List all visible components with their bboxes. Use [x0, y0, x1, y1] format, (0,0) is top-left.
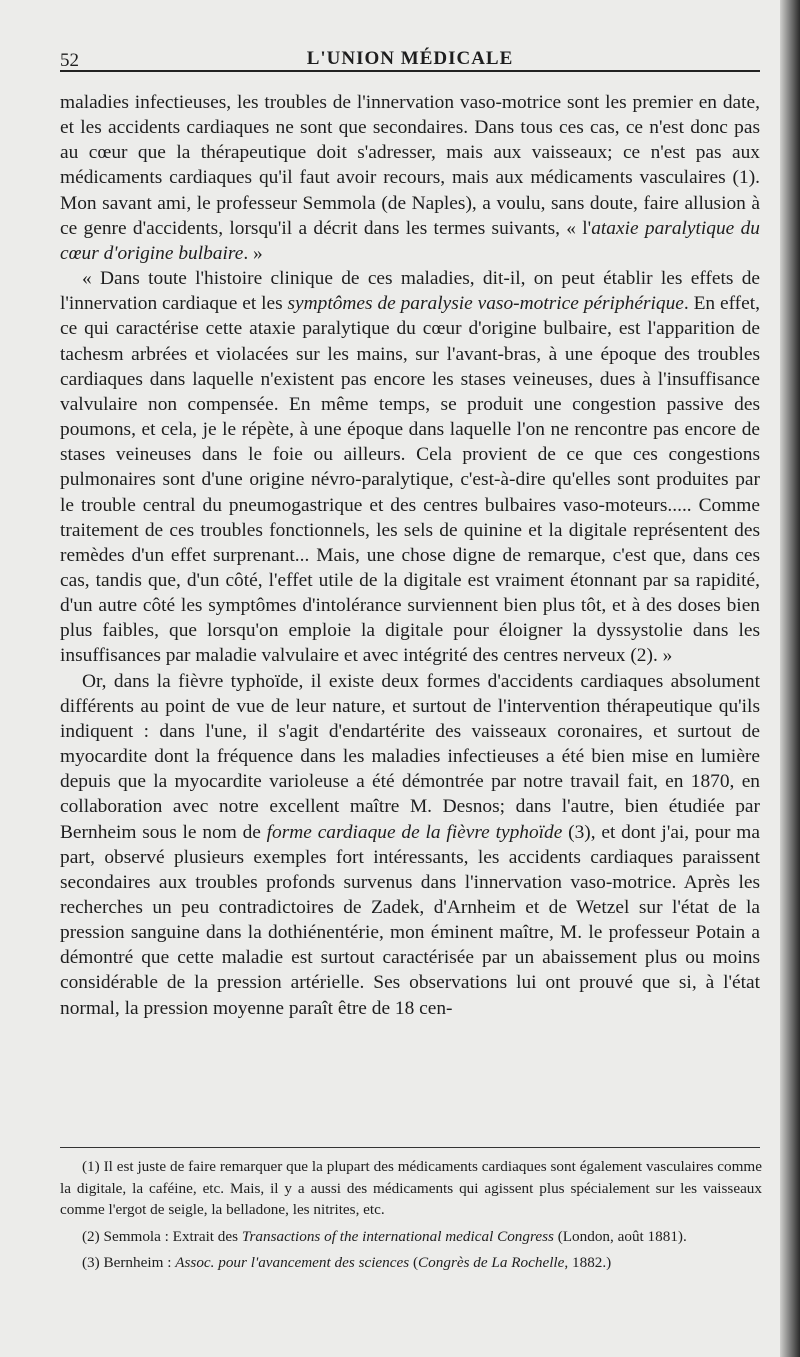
text-run: (1) Il est juste de faire remarquer que la plupart des médicaments cardiaques sont également vasculaires comme la digitale, la caféine, etc. Mais, il y a aussi des médicaments qui agissent plus spécialement sur les vaisseaux comme l'ergot de seigle, la belladone, les nitrites, etc. — [60, 1158, 762, 1218]
text-run: ( — [409, 1254, 419, 1271]
footnote — [60, 1156, 762, 1221]
text-run: . » — [243, 242, 263, 264]
text-run: (3) Bernheim : — [82, 1254, 176, 1271]
footnote-rule — [60, 1147, 760, 1148]
text-run: maladies infectieuses, les troubles de l'innervation vaso-motrice sont les premier en date, et les accidents cardiaques ne sont que secondaires. Dans tous ces cas, ce n'est donc pas au cœur que la thérapeutique doit s'adresser, mais aux vaisseaux; ce n'est pas aux médicaments cardiaques qu'il faut avoir recours, mais aux médicaments vasculaires (1). Mon savant ami, le professeur Semmola (de Naples), a voulu, sans doute, faire allusion à ce genre d'accidents, lorsqu'il a décrit dans les termes suivants, « l' — [60, 92, 760, 239]
paragraph — [60, 90, 760, 266]
page-number: 52 — [60, 50, 79, 71]
text-run: (London, août 1881). — [553, 1227, 687, 1245]
italic-text: Transactions of the international medical Congress — [241, 1227, 554, 1245]
paragraph — [60, 266, 760, 669]
italic-text: Assoc. pour l'avancement des sciences — [175, 1254, 410, 1271]
italic-text: symptômes de paralysie vaso-motrice périphérique — [287, 293, 684, 315]
header-rule — [60, 70, 760, 72]
body-text — [60, 90, 760, 1021]
text-run: « Dans toute l'histoire clinique de ces maladies, dit-il, on peut établir les effets de l'innervation cardiaque et les — [60, 268, 760, 315]
text-run: Or, dans la fièvre typhoïde, il existe deux formes d'accidents cardiaques absolument différents au point de vue de leur nature, et surtout de l'intervention thérapeutique qu'ils indiquent : dans l'une, il s'agit d'endartérite des vaisseaux coronaires, et surtout de myocardite dont la fréquence dans les maladies infectieuses a été bien mise en lumière depuis que la myocardite varioleuse a été démontrée par notre travail fait, en 1870, en collaboration avec notre excellent maître M. Desnos; dans l'autre, bien étudiée par Bernheim sous le nom de — [60, 670, 760, 843]
text-run: . En effet, ce qui caractérise cette ataxie paralytique du cœur d'origine bulbaire, est l'apparition de tachesm arbrées et violacées sur les mains, sur l'avant-bras, à une époque des troubles cardiaques dans laquelle n'existent pas encore les stases veineuses, dues à l'insuffisance valvulaire non compensée. En même temps, se produit une congestion passive des poumons, et cela, je le répète, à une époque dans laquelle l'on ne rencontre pas encore de stases veineuses dans le foie ou ailleurs. Cela provient de ce que ces congestions pulmonaires sont d'une origine névro-paralytique, c'est-à-dire qu'elles sont produites par le trouble central du pneumogastrique et des centres bulbaires vaso-moteurs..... Comme traitement de ces troubles fonctionnels, les sels de quinine et la digitale représentent des remèdes d'un effet surprenant... Mais, une chose digne de remarque, c'est que, dans ces cas, tandis que, d'un côté, l'effet utile de la digitale est vraiment étonnant par sa rapidité, d'un autre côté les symptômes d'intolérance surviennent bien plus tôt, et à des doses bien plus faibles, que lorsqu'on emploie la digitale pour éloigner la dyssystolie dans les insuffisances par maladie valvulaire et avec intégrité des centres nerveux (2). » — [60, 293, 760, 667]
text-run: (3), et dont j'ai, pour ma part, observé plusieurs exemples fort intéressants, les accidents cardiaques paraissent secondaires aux troubles profonds survenus dans l'innervation vaso-motrice. Après les recherches un peu contradictoires de Zadek, d'Arnheim et de Wetzel sur l'état de la pression sanguine dans la dothiénentérie, mon éminent maître, M. le professeur Potain a démontré que cette maladie est surtout caractérisée par un abaissement plus ou moins considérable de la pression artérielle. Ses observations lui ont prouvé que si, à l'état normal, la pression moyenne paraît être de 18 cen- — [60, 821, 760, 1019]
text-run: , 1882.) — [564, 1254, 612, 1271]
running-title: L'UNION MÉDICALE — [306, 48, 514, 69]
italic-text: forme cardiaque de la fièvre typhoïde — [266, 821, 563, 843]
italic-text: ataxie paralytique du cœur d'origine bulbaire — [60, 217, 760, 264]
text-run: (2) Semmola : Extrait des — [82, 1227, 242, 1245]
paragraph — [60, 669, 760, 1021]
footnotes — [60, 1156, 762, 1279]
italic-text: Congrès de La Rochelle — [418, 1254, 565, 1271]
page-edge-shadow — [780, 0, 800, 1357]
footnote — [60, 1252, 762, 1274]
footnote — [60, 1226, 762, 1248]
